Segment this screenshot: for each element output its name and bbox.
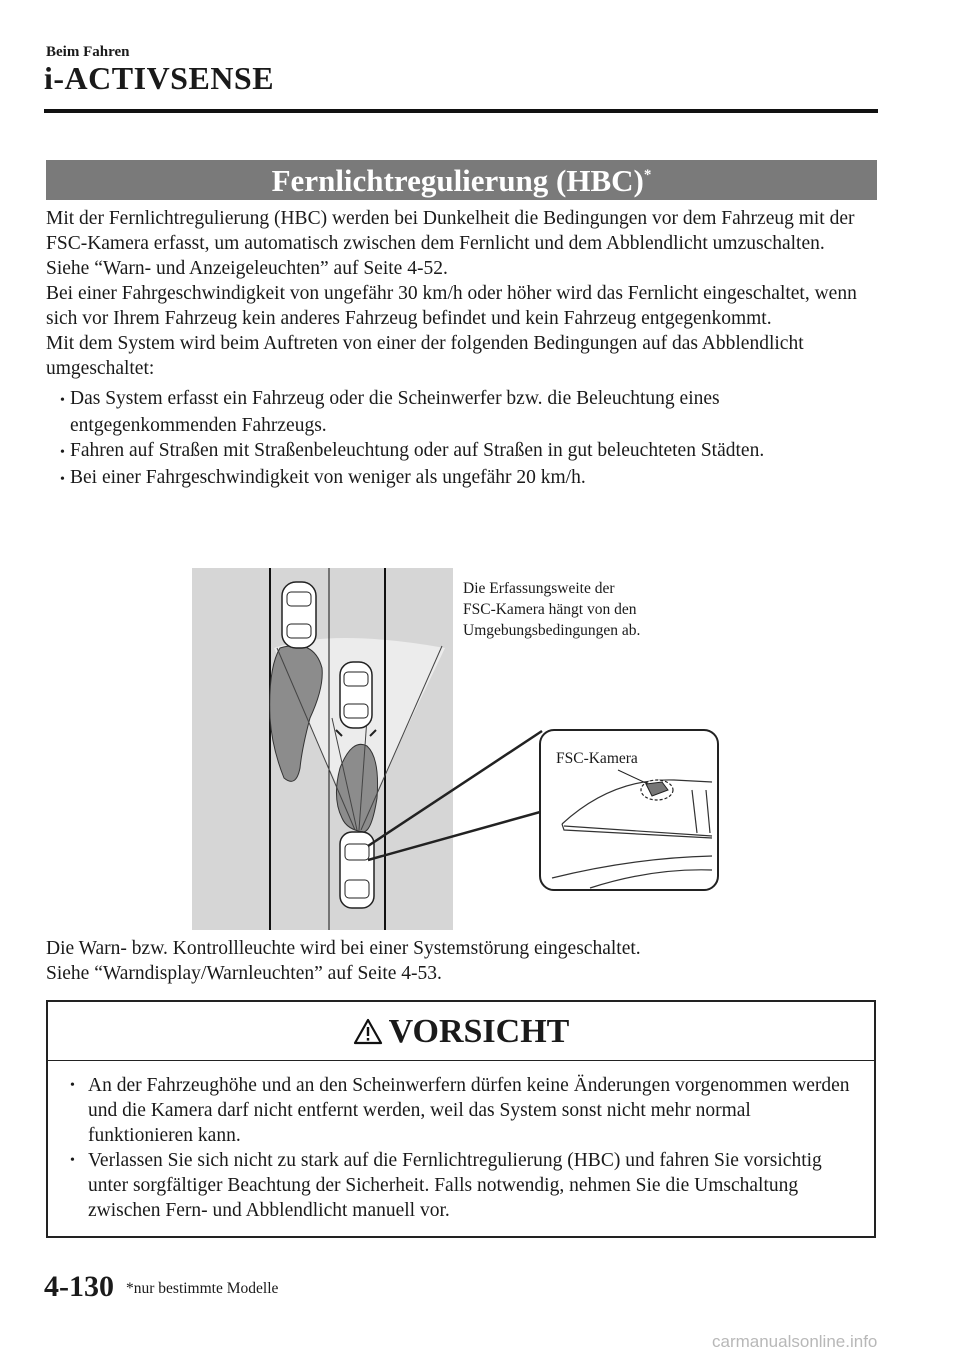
list-item-text: An der Fahrzeughöhe und an den Scheinwerfern dürfen keine Änderungen vorgenommen werden und die Kamera darf nicht entfernt werden, weil das System sonst nicht mehr normal funktionieren kann. xyxy=(88,1075,850,1146)
body-paragraph: Siehe “Warndisplay/Warnleuchten” auf Seite 4-53. xyxy=(46,963,442,984)
intro-paragraph: Bei einer Fahrgeschwindigkeit von ungefähr 30 km/h oder höher wird das Fernlicht eingeschaltet, wenn sich vor Ihrem Fahrzeug kein anderes Fahrzeug befindet und kein Fahrzeug entgegenkommt. xyxy=(46,283,857,329)
watermark: carmanualsonline.info xyxy=(712,1332,878,1351)
intro-paragraph: Mit der Fernlichtregulierung (HBC) werden bei Dunkelheit die Bedingungen vor dem Fahrzeug mit der FSC-Kamera erfasst, um automatisch zwischen dem Fernlicht und dem Abblendlicht umzuschalten. xyxy=(46,208,855,254)
warning-triangle-icon xyxy=(353,1018,383,1045)
title-asterisk: * xyxy=(643,167,652,183)
bullet-icon: • xyxy=(70,1078,75,1093)
page-title xyxy=(46,160,877,200)
caution-header xyxy=(48,1002,874,1061)
body-text xyxy=(46,206,882,492)
oncoming-car-icon xyxy=(282,582,316,648)
caption-line: FSC-Kamera hängt von den xyxy=(463,601,637,618)
list-item xyxy=(52,465,882,492)
bullet-icon: • xyxy=(60,445,65,460)
bullet-icon: • xyxy=(60,393,65,408)
body-paragraph: Die Warn- bzw. Kontrollleuchte wird bei einer Systemstörung eingeschaltet. xyxy=(46,938,641,959)
header-rule xyxy=(44,109,878,113)
caption-line: Die Erfassungsweite der xyxy=(463,580,615,597)
intro-paragraph: Mit dem System wird beim Auftreten von einer der folgenden Bedingungen auf das Abblendlicht umgeschaltet: xyxy=(46,333,804,379)
list-item-text: Das System erfasst ein Fahrzeug oder die Scheinwerfer bzw. die Beleuchtung eines entgegenkommenden Fahrzeugs. xyxy=(70,388,720,436)
section-label: Beim Fahren xyxy=(46,44,130,60)
camera-label: FSC-Kamera xyxy=(556,750,638,767)
bullet-icon: • xyxy=(60,472,65,487)
footnote: *nur bestimmte Modelle xyxy=(126,1280,279,1297)
caution-list xyxy=(48,1073,874,1223)
list-item-text: Verlassen Sie sich nicht zu stark auf die Fernlichtregulierung (HBC) und fahren Sie vorsichtig unter sorgfältiger Beachtung der Sicherheit. Falls notwendig, nehmen Sie die Umschaltung zwischen Fern- und Abblendlicht manuell vor. xyxy=(88,1150,822,1221)
own-car-icon xyxy=(340,832,374,908)
bullet-icon: • xyxy=(70,1153,75,1168)
list-item xyxy=(52,386,882,438)
figure-caption xyxy=(463,578,640,641)
page-number: 4-130 xyxy=(44,1270,114,1303)
caution-box xyxy=(46,1000,876,1238)
caution-heading: VORSICHT xyxy=(388,1013,570,1050)
list-item-text: Bei einer Fahrgeschwindigkeit von weniger als ungefähr 20 km/h. xyxy=(70,467,586,488)
after-figure-text xyxy=(46,936,882,986)
list-item-text: Fahren auf Straßen mit Straßenbeleuchtung oder auf Straßen in gut beleuchteten Städten. xyxy=(70,440,765,461)
caption-line: Umgebungsbedingungen ab. xyxy=(463,622,641,639)
list-item xyxy=(66,1148,854,1223)
hbc-illustration xyxy=(192,568,722,930)
chapter-title: i-ACTIVSENSE xyxy=(44,60,275,96)
list-item xyxy=(66,1073,854,1148)
page-title-text: Fernlichtregulierung (HBC) xyxy=(271,163,644,198)
intro-paragraph: Siehe “Warn- und Anzeigeleuchten” auf Seite 4-52. xyxy=(46,258,448,279)
list-item xyxy=(52,438,882,465)
condition-list xyxy=(46,386,882,492)
